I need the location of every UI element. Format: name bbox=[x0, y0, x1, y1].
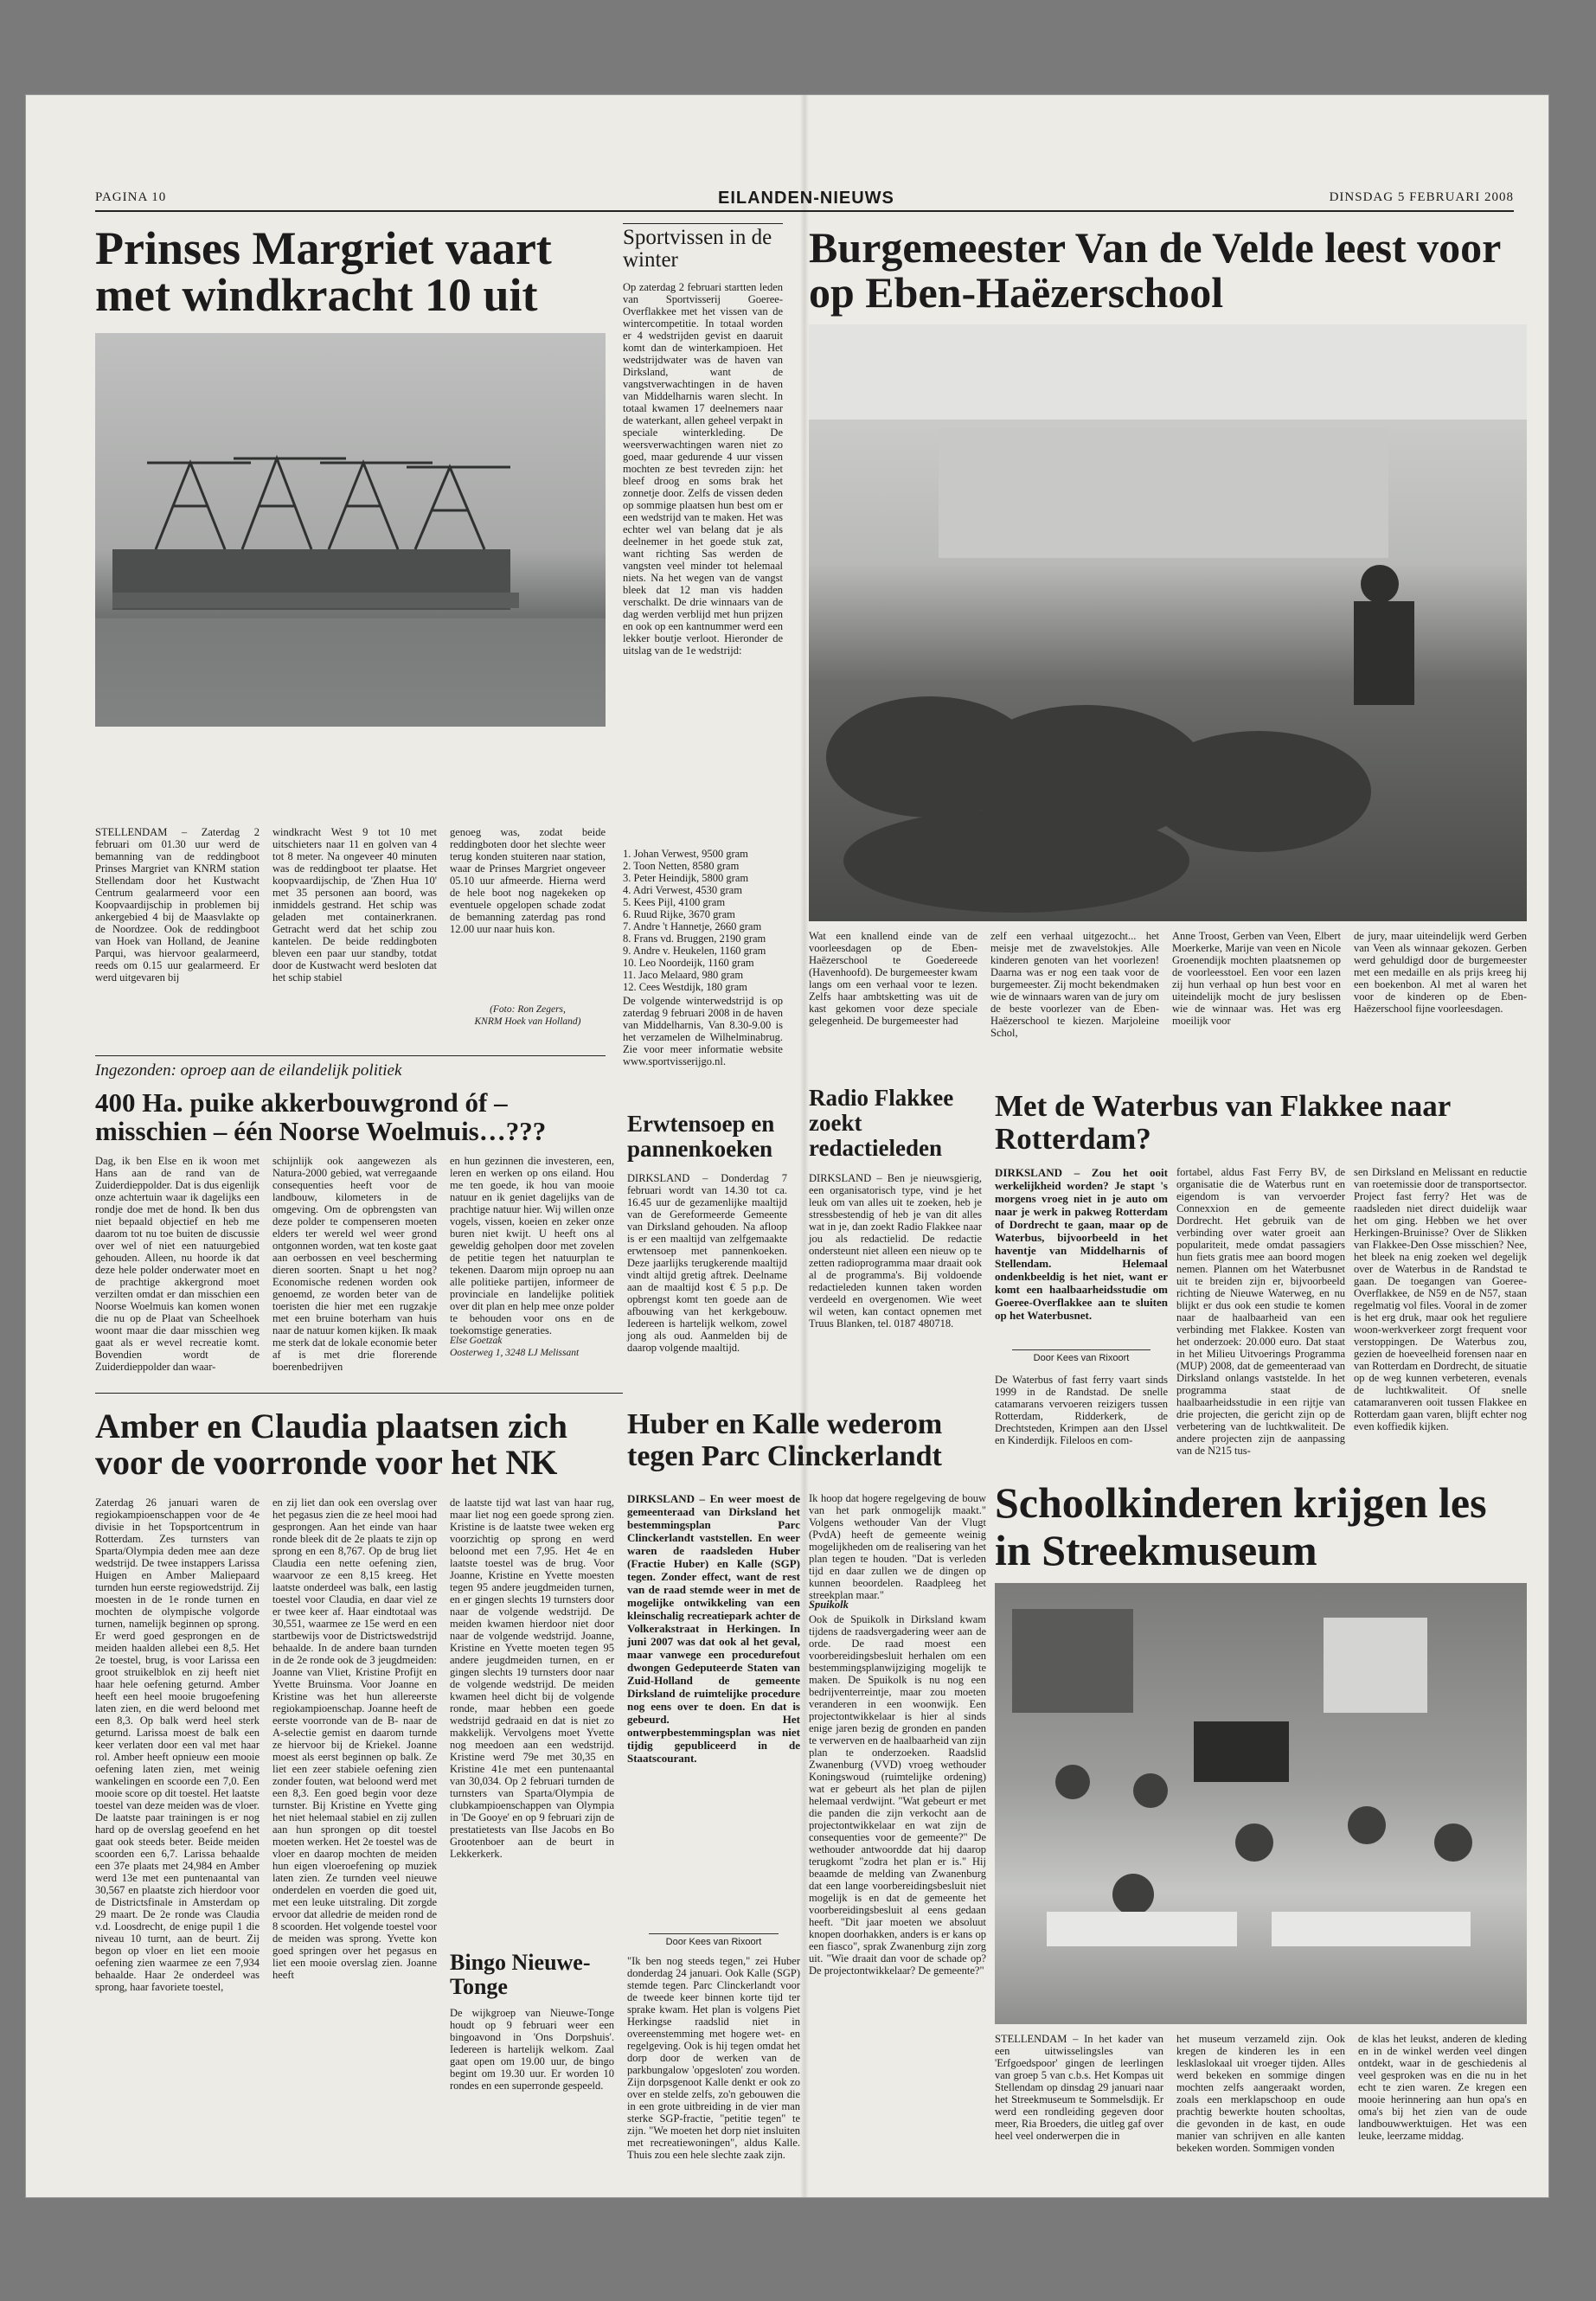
sport-results bbox=[623, 848, 783, 993]
amber-col-2: en zij liet dan ook een overslag over het pegasus zien die ze heel mooi had gesprongen. Aan het einde van haar ronde bleek dit de 2e plaats te zijn op sprong en een 8,767. Op de brug liet Claudia een nette oefening zien, waarvoor ze een 8,15 kreeg. Het laatste onderdeel was balk, een lastig toestel voor Claudia, en daar viel ze er twee keer af. Haar eindtotaal was 30,551, waarmee ze 15e werd en een startbewijs voor de Districtswedstrijd behaalde. In de andere baan turnden in de 2e ronde ook de 3 jeugdmeiden: Joanne van Vliet, Kristine Profijt en Yvette Bruinsma. Voor Joanne en Kristine was het hun allereerste regiokampioenschap. Joanne heeft de eerste voorronde van de B- naar de A-selectie gemist en daarom turnde ze hiervoor bij de Kriekel. Joanne moest als eerst beginnen op balk. Ze liet een zeer stabiele oefening zien zonder fouten, wat beloond werd met een 8,3. Een goed begin voor deze turnster. Bij Kristine en Yvette ging het niet helemaal stabiel en zij zullen aan hun sprongen op dit toestel moeten werken. Het 2e toestel was de vloer en daarop mochten de meiden hun eigen vloeroefening op muziek laten zien. Ze turnden veel nieuwe onderdelen en voerden die goed uit, met een leuke uitstraling. Dit zorgde ervoor dat alledrie de meiden rond de 8 scoorden. Het volgende toestel voor de meiden was sprong. Yvette kon goed springen over het pegasus en liet een mooie overslag zien. Joanne heeft bbox=[272, 1497, 437, 1981]
sport-outro: De volgende winterwedstrijd is op zaterdag 9 februari 2008 in de haven van Middelharnis, Van 8.30-9.00 is het verzamelen de Wilhelminabrug. Zie voor meer informatie website www.sportvisserijgo.nl. bbox=[623, 995, 783, 1067]
school-title: Schoolkinderen krijgen les in Streekmuseum bbox=[995, 1478, 1487, 1574]
bingo-body: De wijkgroep van Nieuwe-Tonge houdt op 9 februari weer een bingoavond in 'Ons Dorpshuis'. Iedereen is hartelijk welkom. Zaal gaat open om 19.00 uur, de bingo begint om 19.30 uur. Er worden 10 rondes en een superronde gespeeld. bbox=[450, 2007, 614, 2092]
school-col-2: het museum verzameld zijn. Ook kregen de kinderen les in een lesklaslokaal uit vroeger tijden. Alles werd bekeken en sommige dingen mochten zelfs aangeraakt worden, zoals een merklapschoop en oude prachtig bewerkte houten schooltas, die gevonden in de kast, en oude manier van schrijven en alle kanten bekeken worden. Sommigen vonden bbox=[1176, 2033, 1345, 2154]
amber-rule bbox=[95, 1393, 623, 1394]
result-2: 2. Toon Netten, 8580 gram bbox=[623, 860, 740, 872]
result-12: 12. Cees Westdijk, 180 gram bbox=[623, 981, 747, 993]
photo-credit-line-1: (Foto: Ron Zegers, bbox=[490, 1004, 566, 1015]
amber-col-1: Zaterdag 26 januari waren de regiokampioenschappen voor de 4e divisie in het Topsportcentrum in Rotterdam. Zes turnsters van Sparta/Olympia deden mee aan deze wedstrijd. De twee instappers Larissa Huigen en Amber Maliepaard turnden hun eerste regiowedstrijd. Zij moesten in de 1e ronde turnen en mochten de olympische volgorde turnen, namelijk beginnen op sprong. Er werd goed gesprongen en de meiden haalden allebei een 8,5. Het 2e toestel, brug, is voor Larissa een groot struikelblok en zij heeft niet haar hele oefening geturnd. Amber heeft een heel mooie brugoefening laten zien, en die werd beloond met een 8,3. Op balk werd heel sterk geturnd. Larissa moest de balk een keer verlaten door een val met haar rol. Amber heeft opnieuw een mooie oefening laten zien, met weinig wankelingen en scoorde een 7,0. Een mooie score op dit toestel. Het laatste toestel van deze meiden was de vloer. De laatste paar trainingen is er nog hard op de overslag geoefend en het gaat ook steeds beter. Beide meiden scoorden een 6,7. Larissa behaalde een 37e plaats met 24,984 en Amber werd 13e met een puntenaantal van 30,567 en plaatste zich hierdoor voor de Districtsfinale in Amsterdam op 29 maart. De 2e ronde was Claudia v.d. Loosdrecht, de enige pupil 1 die niveau 10 turnt, aan de beurt. Zij begon op vloer en liet een mooie oefening zien waarmee ze een 7,934 behaalde. Haar 2e onderdeel was sprong, haar favoriete toestel, bbox=[95, 1497, 260, 1993]
margriet-title: Prinses Margriet vaart met windkracht 10 uit bbox=[95, 222, 552, 321]
header-rule bbox=[95, 210, 1514, 212]
photo-credit bbox=[450, 1003, 606, 1028]
waterbus-lead: DIRKSLAND – Zou het ooit werkelijkheid worden? Je stapt 's morgens vroeg niet in je auto om naar je werk in pakweg Rotterdam of Dordrecht te gaan, maar op de Waterbus, bijvoorbeeld in het haventje van Middelharnis of Stellendam. Helemaal ondenkbeeldig is het niet, want er komt een haalbaarheidsstudie om Goeree-Overflakkee aan te sluiten op het Waterbusnet. bbox=[995, 1166, 1168, 1322]
huber-col-2: Ik hoop dat hogere regelgeving de bouw van het park onmogelijk maakt." Volgens wethouder Van der Vlugt (PvdA) heeft de gemeente weinig mogelijkheden om de realisering van het plan tegen te houden. "Dat is verleden tijd en daar zullen we de dingen op kunnen beoordelen. Raadpleeg het streekplan maar." bbox=[809, 1492, 986, 1601]
velde-title: Burgemeester Van de Velde leest voor op Eben-Haëzerschool bbox=[809, 223, 1501, 317]
akker-title: 400 Ha. puike akkerbouwgrond óf – misschien – één Noorse Woelmuis…??? bbox=[95, 1087, 547, 1146]
result-11: 11. Jaco Melaard, 980 gram bbox=[623, 969, 744, 981]
museum-photo bbox=[995, 1583, 1527, 2024]
erwten-body: DIRKSLAND – Donderdag 7 februari wordt van 14.30 tot ca. 16.45 uur de gezamenlijke maaltijd van de Gereformeerde Gemeente van Dirksland gehouden. Na afloop is er een maaltijd van zelfgemaakte erwtensoep met pannenkoeken. Deze jaarlijks terugkerende maaltijd vindt altijd gretig aftrek. Deelname aan de maaltijd kost € 5 p.p. De opbrengst komt ten goede aan de afbouwing van het kerkgebouw. Iedereen is hartelijk welkom, zowel jong als oud. Aanmelden bij de daarop volgende maaltijd. bbox=[627, 1172, 787, 1354]
result-5: 5. Kees Pijl, 4100 gram bbox=[623, 896, 726, 908]
classroom-photo bbox=[809, 324, 1527, 921]
issue-date: DINSDAG 5 FEBRUARI 2008 bbox=[1329, 190, 1514, 204]
huber-subhead: Spuikolk bbox=[809, 1599, 849, 1611]
waterbus-col-3: sen Dirksland en Melissant en reductie van roetemissie door de transportsector. Project fast ferry? Het was de raadsleden niet direct duidelijk waar het om ging. Hebben we het over Herkingen-Bruinisse? Over de Slikken van Flakkee-Den Osse misschien? Nee, het bleek na enig zoeken wel degelijk over de Waterbus in de Randstad te gaan. De toegangen van Goeree-Overflakkee, de N59 en de N57, staan regelmatig vol files. Vooral in de zomer is het erg druk, maar ook het reguliere woon-werkverkeer zorgt frequent voor verstoppingen. De Waterbus zou, gezien de hoeveelheid forensen naar en van Rotterdam en Dordrecht, de situatie op de weg kunnen verbeteren, evenals de luchtkwaliteit. Of snelle catamaranveren ooit tussen Flakkee en Rotterdam gaan varen, blijft echter nog even koffiedik kijken. bbox=[1354, 1166, 1527, 1433]
margriet-col-3: genoeg was, zodat beide reddingboten door het slechte weer terug konden stuiteren naar station, waar de Prinses Margriet ongeveer 05.10 uur afmeerde. Hierna werd de hele boot nog nagekeken op eventuele opgelopen schade zodat de bemanning zaterdag pas rond 12.00 uur naar huis kon. bbox=[450, 826, 606, 935]
huber-byline: Door Kees van Rixoort bbox=[649, 1933, 779, 1947]
amber-title: Amber en Claudia plaatsen zich voor de voorronde voor het NK bbox=[95, 1407, 567, 1482]
signature-name: Else Goetzak bbox=[450, 1336, 503, 1346]
huber-title: Huber en Kalle wederom tegen Parc Clinckerlandt bbox=[627, 1408, 943, 1472]
akker-col-1: Dag, ik ben Else en ik woon met Hans aan de rand van de Zuiderdieppolder. Dat is dus eigenlijk onze achtertuin waar ik dagelijks een rondje doe met de hond. Ik ben dus niet bepaald objectief en heb me daarom tot nu toe buiten de discussie over wel of niet een natuurgebied gehouden. Alleen, nu hoorde ik dat deze hele polder onderwater moet en de prachtige akkergrond moet verzilten omdat er dan misschien een Noorse Woelmuis kan komen wonen die nu op de Plaat van Scheelhoek woont maar die daar misschien weg gaat als er wevel recreatie komt. Bovendien wordt de Zuiderdieppolder dan waar- bbox=[95, 1155, 260, 1373]
result-7: 7. Andre 't Hannetje, 2660 gram bbox=[623, 920, 762, 933]
akker-signature bbox=[450, 1335, 614, 1359]
crane-ship-illustration bbox=[95, 333, 606, 727]
sport-rule bbox=[623, 223, 783, 224]
akker-col-3: en hun gezinnen die investeren, een, leren en werken op ons eiland. Hou me ten goede, ik hou van mooie natuur en ik geniet dagelijks van de prachtige natuur hier. Wij willen onze vogels, vissen, koeien en zeker onze buren niet kwijt. U heeft ons al geweldig geholpen door met zovelen de petitie tegen het natuurplan te tekenen. Daarom mijn oproep nu aan alle politieke partijen, informeer de provinciale en landelijke politiek over dit plan en help mee onze polder te behouden voor ons en de toekomstige generaties. bbox=[450, 1155, 614, 1336]
huber-col-1b: "Ik ben nog steeds tegen," zei Huber donderdag 24 januari. Ook Kalle (SGP) stemde tegen. Parc Clinckerlandt voor de tweede keer binnen korte tijd ter sprake kwam. Het plan is volgens Piet Herkingse raadslid niet in overeenstemming met hogere wet- en regelgeving. Ook is hij tegen omdat het dorp door de werken van de parkbungalow 'opgesloten' zou worden. Zijn dorpsgenoot Kalle denkt er ook zo over en stelde zelfs, zo'n gebouwen die in een grote uitbreiding in de vier man sterke SGP-fractie, "petitie tegen" te zijn. "We moeten het dorp niet insluiten met recreatiewoningen", aldus Kalle. Thuis zou een hele slechte zaak zijn. bbox=[627, 1955, 800, 2161]
result-9: 9. Andre v. Heukelen, 1160 gram bbox=[623, 945, 766, 957]
classroom-illustration bbox=[809, 324, 1527, 921]
result-1: 1. Johan Verwest, 9500 gram bbox=[623, 848, 748, 860]
school-col-3: de klas het leukst, anderen de kleding en in de winkel werden veel dingen ontdekt, waar in de geschiedenis al veel gesproken was en die nu in het echt te zien waren. Ze kregen een mooie herinnering aan hun opa's en oma's bij het zien van de oude landbouwwerktuigen. Het was een leuke, leerzame middag. bbox=[1358, 2033, 1527, 2142]
museum-class-illustration bbox=[995, 1583, 1527, 2024]
amber-col-3: de laatste tijd wat last van haar rug, maar liet nog een goede sprong zien. Kristine is de laatste twee weken erg voorzichtig op sprong en werd beloond met een 7,95. Het 4e en laatste toestel was de brug. Voor Joanne, Kristine en Yvette moesten tegen 95 andere jeugdmeiden turnen, en er gingen slechts 19 turnsters door naar de volgende wedstrijd. De meiden kwamen hierdoor niet door naar de volgende wedstrijd. Joanne, Kristine en Yvette moeten tegen 95 andere jeugdmeiden turnen, en er gingen slechts 19 turnsters door naar de volgende wedstrijd. De meiden kwamen heel dicht bij de volgende ronde, maar hebben een goede wedstrijd gedraaid en dat is niet zo makkelijk. Vervolgens moet Yvette nog meedoen aan een wedstrijd. Kristine werd 79e met 30,35 en Kristine 41e met een puntenaantal van 30,034. Op 2 februari turnden de turnsters van Sparta/Olympia de clubkampioenschappen van Olympia in 'De Gooye' en op 9 februari zijn de prestatietests van Ilse Jacobs en Bo Grootenboer aan de beurt in Lekkerkerk. bbox=[450, 1497, 614, 1860]
masthead: EILANDEN-NIEUWS bbox=[718, 189, 894, 208]
waterbus-title: Met de Waterbus van Flakkee naar Rotterdam? bbox=[995, 1089, 1451, 1156]
velde-col-1: Wat een knallend einde van de voorleesdagen op de Eben-Haëzerschool te Goedereede (Havenhoofd). De burgemeester kwam langs om een verhaal voor te lezen. Zelfs haar ambtsketting was uit de kast gekomen voor deze speciale gelegenheid. De burgemeester had bbox=[809, 930, 977, 1027]
bingo-title: Bingo Nieuwe-Tonge bbox=[450, 1950, 591, 1999]
akker-kicker: Ingezonden: oproep aan de eilandelijk politiek bbox=[95, 1061, 402, 1080]
result-3: 3. Peter Heindijk, 5800 gram bbox=[623, 872, 749, 884]
waterbus-byline: Door Kees van Rixoort bbox=[1012, 1349, 1151, 1363]
velde-col-4: de jury, maar uiteindelijk werd Gerben van Veen als winnaar gekozen. Gerben werd gehuldigd door de burgemeester met een medaille en als prijs kreeg hij een boekenbon. Al met al waren het voor de kinderen op de Eben-Haëzerschool fijne voorleesdagen. bbox=[1354, 930, 1527, 1015]
waterbus-col-1b: De Waterbus of fast ferry vaart sinds 1999 in de Randstad. De snelle catamarans vervoeren reizigers tussen Rotterdam, Ridderkerk, de Drechtsteden, Krimpen aan den IJssel en Kinderdijk. Fileloos en com- bbox=[995, 1374, 1168, 1446]
radio-body: DIRKSLAND – Ben je nieuwsgierig, een organisatorisch type, vind je het leuk om van alles uit te zoeken, heb je stressbestendig of heb je van dit alles wat in je, dan zoekt Radio Flakkee naar jou als redactielid. De redactie ondersteunt niet alleen een nieuw op te zetten radioprogramma maar draait ook al de programma's. Bij voldoende redactieleden kunnen taken worden verdeeld en overgenomen. Wie weet wil weten, kan contact opnemen met Truus Blanken, tel. 0187 480718. bbox=[809, 1172, 982, 1330]
margriet-rule bbox=[95, 1055, 606, 1056]
newspaper-page bbox=[26, 95, 1548, 2197]
erwten-title: Erwtensoep en pannenkoeken bbox=[627, 1111, 775, 1162]
huber-lead: DIRKSLAND – En weer moest de gemeenteraad van Dirksland het bestemmingsplan Parc Clinckerlandt vaststellen. En weer waren de raadsleden Huber (Fractie Huber) en Kalle (SGP) tegen. Zonder effect, want de rest van de raad stemde weer in met de mogelijke ontwikkeling van een kleinschalig recreatiepark achter de Volkerakstraat in Herkingen. In juni 2007 was dat ook al het geval, maar vanwege een procedurefout dwongen Gedeputeerde Staten van Zuid-Holland de gemeente Dirksland de ruimtelijke procedure nog eens over te doen. En dat is gebeurd. Het ontwerpbestemmingsplan was niet tijdig gepubliceerd in de Staatscourant. bbox=[627, 1492, 800, 1765]
velde-col-3: Anne Troost, Gerben van Veen, Elbert Moerkerke, Marije van veen en Nicole Groenendijk mochten plaatsnemen op de voorleesstoel. Een voor een lazen zij hun verhaal op hun best voor en uiteindelijk mocht de jury beslissen wie de winnaar was. Het was erg moeilijk voor bbox=[1172, 930, 1341, 1027]
result-6: 6. Ruud Rijke, 3670 gram bbox=[623, 908, 735, 920]
margriet-col-2: windkracht West 9 tot 10 met uitschieters naar 11 en golven van 4 tot 8 meter. Na ongeveer 40 minuten was de reddingboot ter plaatse. Het koopvaardijschip, de 'Zhen Hua 10' met 35 personen aan boord, was inmiddels gestrand. Het schip was geladen met containerkranen. Getracht werd dat het schip zou kantelen. De beide reddingboten bleven een paar uur standby, totdat door de Kustwacht werd besloten dat het schip stabiel bbox=[272, 826, 437, 984]
page-number: PAGINA 10 bbox=[95, 190, 167, 204]
photo-credit-line-2: KNRM Hoek van Holland) bbox=[474, 1016, 581, 1027]
sport-body: Op zaterdag 2 februari startten leden van Sportvisserij Goeree-Overflakkee met het vissen van de wintercompetitie. In totaal worden er 4 wedstrijden gevist en daaruit komt dan de winterkampioen. Het wedstrijdwater was de haven van Dirksland, want de vangstverwachtingen in de haven van Middelharnis waren slecht. In totaal kwamen 17 deelnemers naar de waterkant, allen geheel verpakt in speciale winterkleding. De weersverwachtingen waren niet zo goed, maar gedurende 4 uur vissen mochten ze best tevreden zijn: het bleef droog en soms brak het zonnetje door. Zelfs de vissen deden op sommige plaatsen hun best om er een wedstrijd van te maken. Het was echter wel van belang dat je als deelnemer in het goede stuk zat, want richting Sas werden de vangsten veel minder tot helemaal niets. Na het wegen van de vangst bleek dat 12 man vis hadden verschalkt. De drie winnaars van de dag werden verblijd met hun prijzen en ook op een kantnummer werd een lekker boutje verloot. Hieronder de uitslag van de 1e wedstrijd: bbox=[623, 281, 783, 657]
akker-col-2: schijnlijk ook aangewezen als Natura-2000 gebied, wat verregaande consequenties heeft voor de landbouw, kilometers in de omgeving. Om de opbrengsten van deze polder te compenseren moeten elders ter wereld wel weer grond ontgonnen worden, wat ten koste gaat aan oerbossen en veel bescherming dieren soorten. Snapt u het nog? Economische redenen worden ook genoemd, ze worden beter van de toeristen die hier met een rugzakje met een bruine boterham van huis naar de natuur komen kijken. Ik maak me sterk dat de lokale economie beter af is met drie florerende boerenbedrijven bbox=[272, 1155, 437, 1373]
margriet-col-1: STELLENDAM – Zaterdag 2 februari om 01.30 uur werd de bemanning van de reddingboot Prinses Margriet van KNRM station Stellendam door het Kustwacht Centrum gealarmeerd voor een Koopvaardijschip in problemen bij ankergebied 4 bij de Maasvlakte op de Noordzee. Ook de reddingboot van Hoek van Holland, de Jeanine Parqui, was hiervoor gealarmeerd, reeds om 0.15 uur gealarmeerd. Er werd uitgevaren bij bbox=[95, 826, 260, 984]
school-col-1: STELLENDAM – In het kader van een uitwisselingsles van 'Erfgoedspoor' gingen de leerlingen van groep 5 van c.b.s. Het Kompas uit Stellendam op dinsdag 29 januari naar het Streekmuseum te Sommelsdijk. Er werd een rondleiding gegeven door meer, Ria Broeders, die uitleg gaf over heel veel onderwerpen die in bbox=[995, 2033, 1163, 2142]
velde-col-2: zelf een verhaal uitgezocht... het meisje met de zwavelstokjes. Alle kinderen genoten van het voorlezen! Daarna was er nog een taak voor de burgemeester. Zij mocht bekendmaken wie de winnaars waren van de jury om de beste voorlezer van de Eben-Haëzerschool te kiezen. Marjoleine Schol, bbox=[990, 930, 1159, 1039]
huber-col-2b: Ook de Spuikolk in Dirksland kwam tijdens de raadsvergadering weer aan de orde. De raad moest een voorbereidingsbesluit herhalen om een bestemmingsplanwijziging mogelijk te maken. De Spuikolk is nu nog een bedrijventerreintje, maar zou moeten veranderen in een woonwijk. Een projectontwikkelaar is hier al sinds enige jaren bezig de gronden en panden te verwerven en de haalbaarheid van zijn plan te onderzoeken. Raadslid Zwanenburg (VVD) vroeg wethouder Koningswoud (ruimtelijke ordening) wat er gebeurt als het plan de pijlen helemaal verdwijnt. "Wat gebeurt er met die panden die zijn verkocht aan de projectontwikkelaar en wat zijn de consequenties voor de gemeente?" De wethouder antwoordde dat hij daarop terugkomt "zodra het plan er is." Hij beaamde de melding van Zwanenburg dat een lange voorbereidingsbesluit niet mogelijk is en dat de gemeente het voorbereidingsbesluit al eens gedaan heeft. "Dit jaar moeten we absoluut knopen doorhakken, anders is er kans op een fiasco", sprak Zwanenburg zijn zorg uit. "Wie draait dan voor de schade op? De projectontwikkelaar? De gemeente?" bbox=[809, 1613, 986, 1977]
signature-address: Oosterweg 1, 3248 LJ Melissant bbox=[450, 1348, 580, 1358]
page-fold bbox=[800, 95, 809, 2197]
result-10: 10. Leo Noordeijk, 1160 gram bbox=[623, 957, 754, 969]
ship-photo bbox=[95, 333, 606, 727]
radio-title: Radio Flakkee zoekt redactieleden bbox=[809, 1085, 954, 1161]
result-4: 4. Adri Verwest, 4530 gram bbox=[623, 884, 742, 896]
result-8: 8. Frans vd. Bruggen, 2190 gram bbox=[623, 933, 766, 945]
waterbus-col-2: fortabel, aldus Fast Ferry BV, de organisatie die de Waterbus runt en eigendom is van vervoerder Connexxion en de gemeente Dordrecht. Het gebruik van de verbinding over water groeit aan populariteit, mede omdat passagiers hun fiets gratis mee aan boord mogen nemen. Plannen om het Waterbusnet uit te breiden zijn er, bijvoorbeeld richting de Nieuwe Waterweg, en nu blijkt er dus ook een studie te komen naar de haalbaarheid van een verbinding met Flakkee. Kosten van het onderzoek: 20.000 euro. Dat staat in het Milieu Uitvoerings Programma (MUP) 2008, dat de gemeenteraad van Dirksland onlangs vaststelde. In het programma staat de haalbaarheidsstudie in een rijtje van drie projecten, die gericht zijn op de verbetering van de luchtkwaliteit. De andere projecten zijn de aanpassing van de N215 tus- bbox=[1176, 1166, 1345, 1457]
sport-title: Sportvissen in de winter bbox=[623, 226, 772, 272]
